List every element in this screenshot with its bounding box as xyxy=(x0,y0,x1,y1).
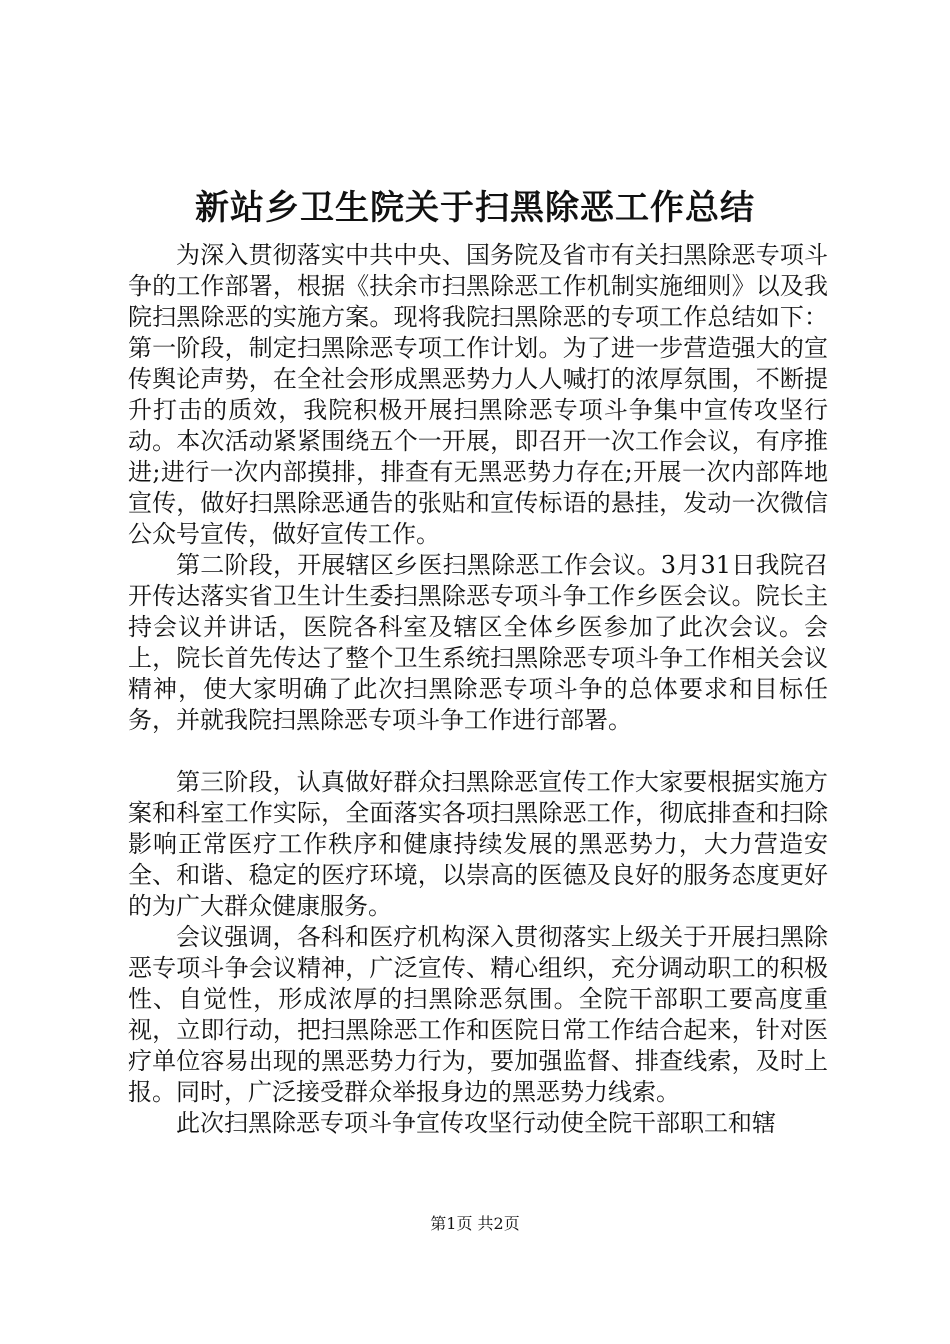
page-footer: 第1页 共2页 xyxy=(430,1214,520,1233)
paragraph-phase-three: 第三阶段，认真做好群众扫黑除恶宣传工作大家要根据实施方案和科室工作实际，全面落实各项扫黑除恶工作，彻底排查和扫除影响正常医疗工作秩序和健康持续发展的黑恶势力，大力营造安全、和谐、稳定的医疗环境，以崇高的医德及良好的服务态度更好的为广大群众健康服务。 xyxy=(128,768,828,920)
paragraph-meeting-emphasis: 会议强调，各科和医疗机构深入贯彻落实上级关于开展扫黑除恶专项斗争会议精神，广泛宣传、精心组织，充分调动职工的积极性、自觉性，形成浓厚的扫黑除恶氛围。全院干部职工要高度重视，立即行动，把扫黑除恶工作和医院日常工作结合起来，针对医疗单位容易出现的黑恶势力行为，要加强监督、排查线索，及时上报。同时，广泛接受群众举报身边的黑恶势力线索。 xyxy=(128,923,828,1106)
paragraph-continuation: 此次扫黑除恶专项斗争宣传攻坚行动使全院干部职工和辖 xyxy=(176,1109,776,1137)
document-title: 新站乡卫生院关于扫黑除恶工作总结 xyxy=(195,188,755,228)
paragraph-intro-phase-one: 为深入贯彻落实中共中央、国务院及省市有关扫黑除恶专项斗争的工作部署，根据《扶余市扫黑除恶工作机制实施细则》以及我院扫黑除恶的实施方案。现将我院扫黑除恶的专项工作总结如下：第一阶段，制定扫黑除恶专项工作计划。为了进一步营造强大的宣传舆论声势，在全社会形成黑恶势力人人喊打的浓厚氛围，不断提升打击的质效，我院积极开展扫黑除恶专项斗争集中宣传攻坚行动。本次活动紧紧围绕五个一开展，即召开一次工作会议，有序推进;进行一次内部摸排，排查有无黑恶势力存在;开展一次内部阵地宣传，做好扫黑除恶通告的张贴和宣传标语的悬挂，发动一次微信公众号宣传，做好宣传工作。 xyxy=(128,241,828,548)
document-body xyxy=(128,240,828,1139)
paragraph-phase-two: 第二阶段，开展辖区乡医扫黑除恶工作会议。3月31日我院召开传达落实省卫生计生委扫黑除恶专项斗争工作乡医会议。院长主持会议并讲话，医院各科室及辖区全体乡医参加了此次会议。会上，院长首先传达了整个卫生系统扫黑除恶专项斗争工作相关会议精神，使大家明确了此次扫黑除恶专项斗争的总体要求和目标任务，并就我院扫黑除恶专项斗争工作进行部署。 xyxy=(128,551,828,734)
